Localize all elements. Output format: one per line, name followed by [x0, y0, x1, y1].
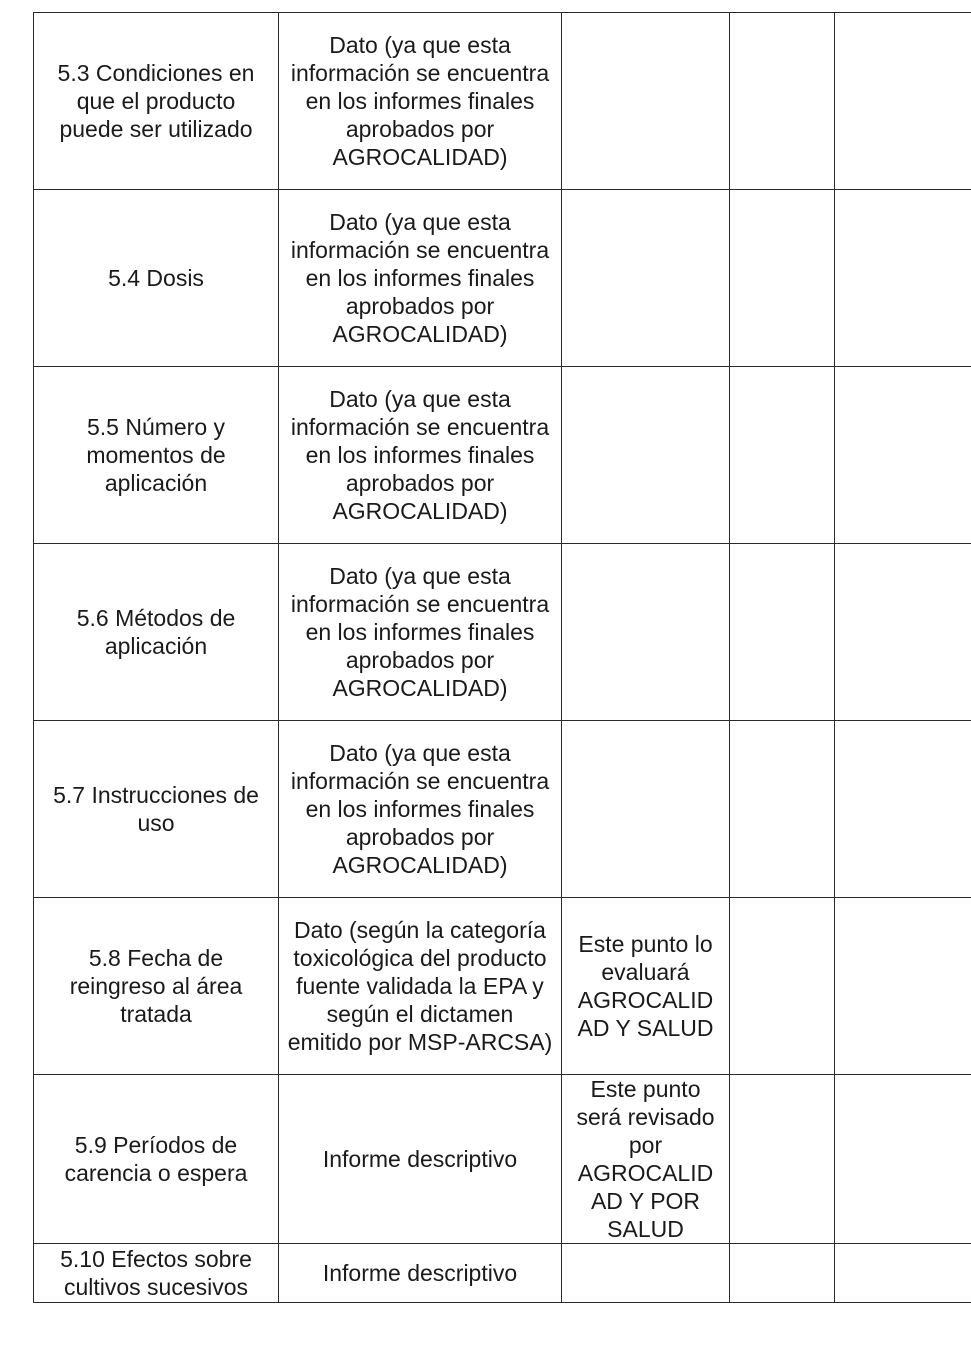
- table-row: [34, 544, 971, 721]
- document-cell: Dato (según la categoría toxicológica del producto fuente validada la EPA y según el dictamen emitido por MSP-ARCSA): [279, 898, 562, 1075]
- observation-cell: [562, 13, 730, 190]
- requirement-cell: 5.9 Períodos de carencia o espera: [34, 1075, 279, 1244]
- blank-cell: [835, 1075, 971, 1244]
- table-row: [34, 190, 971, 367]
- document-cell: Dato (ya que esta información se encuentra en los informes finales aprobados por AGROCALIDAD): [279, 544, 562, 721]
- blank-cell: [835, 367, 971, 544]
- table-row: [34, 1075, 971, 1244]
- document-cell: Dato (ya que esta información se encuentra en los informes finales aprobados por AGROCALIDAD): [279, 721, 562, 898]
- blank-cell: [835, 721, 971, 898]
- blank-cell: [730, 1075, 835, 1244]
- blank-cell: [730, 721, 835, 898]
- table-row: [34, 721, 971, 898]
- blank-cell: [730, 190, 835, 367]
- requirement-cell: 5.6 Métodos de aplicación: [34, 544, 279, 721]
- observation-cell: Este punto lo evaluará AGROCALID AD Y SALUD: [562, 898, 730, 1075]
- blank-cell: [835, 544, 971, 721]
- table-row: [34, 898, 971, 1075]
- requirement-cell: 5.4 Dosis: [34, 190, 279, 367]
- blank-cell: [730, 544, 835, 721]
- document-cell: Informe descriptivo: [279, 1244, 562, 1303]
- observation-cell: Este punto será revisado por AGROCALID AD Y POR SALUD: [562, 1075, 730, 1244]
- document-cell: Dato (ya que esta información se encuentra en los informes finales aprobados por AGROCALIDAD): [279, 367, 562, 544]
- table-row: [34, 1244, 971, 1303]
- requirement-cell: 5.8 Fecha de reingreso al área tratada: [34, 898, 279, 1075]
- observation-cell: [562, 1244, 730, 1303]
- blank-cell: [730, 13, 835, 190]
- observation-cell: [562, 721, 730, 898]
- blank-cell: [730, 898, 835, 1075]
- table-row: [34, 367, 971, 544]
- observation-cell: [562, 190, 730, 367]
- observation-cell: [562, 367, 730, 544]
- requirements-table: [33, 12, 971, 1303]
- requirement-cell: 5.3 Condiciones en que el producto puede ser utilizado: [34, 13, 279, 190]
- blank-cell: [835, 190, 971, 367]
- requirement-cell: 5.10 Efectos sobre cultivos sucesivos: [34, 1244, 279, 1303]
- blank-cell: [730, 1244, 835, 1303]
- requirement-cell: 5.5 Número y momentos de aplicación: [34, 367, 279, 544]
- document-cell: Informe descriptivo: [279, 1075, 562, 1244]
- blank-cell: [835, 13, 971, 190]
- blank-cell: [835, 1244, 971, 1303]
- blank-cell: [835, 898, 971, 1075]
- document-cell: Dato (ya que esta información se encuentra en los informes finales aprobados por AGROCALIDAD): [279, 190, 562, 367]
- document-cell: Dato (ya que esta información se encuentra en los informes finales aprobados por AGROCALIDAD): [279, 13, 562, 190]
- table-row: [34, 13, 971, 190]
- requirement-cell: 5.7 Instrucciones de uso: [34, 721, 279, 898]
- observation-cell: [562, 544, 730, 721]
- blank-cell: [730, 367, 835, 544]
